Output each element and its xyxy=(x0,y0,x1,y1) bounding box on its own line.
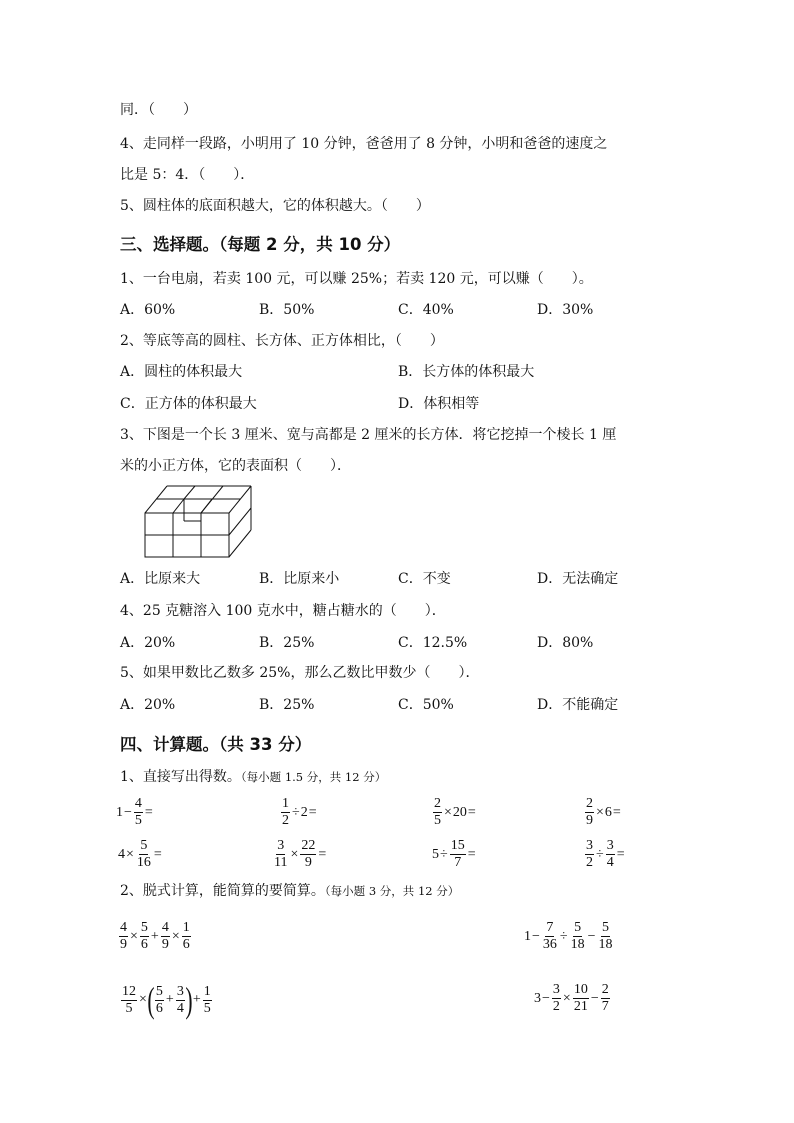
s3-q3-option-b: B．比原来小 xyxy=(259,571,340,587)
s3-q4-option-d: D．80% xyxy=(537,635,594,651)
s4-q1-title xyxy=(120,768,386,786)
s3-q2-option-a: A．圆柱的体积最大 xyxy=(120,364,243,380)
s3-q2-option-d: D．体积相等 xyxy=(398,396,480,412)
s3-q5-stem: 5、如果甲数比乙数多 25%，那么乙数比甲数少（ ）． xyxy=(120,665,480,681)
s3-q2-option-b: B．长方体的体积最大 xyxy=(398,364,535,380)
s3-q5-option-b: B．25% xyxy=(259,697,315,713)
s3-q4-stem: 4、25 克糖溶入 100 克水中，糖占糖水的（ ）． xyxy=(120,603,446,619)
s3-q2-option-c: C．正方体的体积最大 xyxy=(120,396,257,412)
calc-item-3: $\frac{2}{5}$ × 20 = xyxy=(434,796,476,828)
s4-q2-main: 2、脱式计算，能简算的要简算。 xyxy=(120,883,325,899)
judge-q5: 5、圆柱体的底面积越大，它的体积越大。（ ） xyxy=(120,198,430,214)
calc-item-1: 1 − $\frac{4}{5}$ = xyxy=(116,796,153,828)
s3-q3-stem-line1: 3、下图是一个长 3 厘米、宽与高都是 2 厘米的长方体．将它挖掉一个棱长 1 厘 xyxy=(120,427,617,443)
s3-q1-option-c: C．40% xyxy=(398,302,454,318)
s3-q4-option-c: C．12.5% xyxy=(398,635,468,651)
s3-q5-option-a: A．20% xyxy=(120,697,176,713)
judge-q4-line1: 4、走同样一段路，小明用了 10 分钟，爸爸用了 8 分钟，小明和爸爸的速度之 xyxy=(120,136,608,152)
calc-item-5: 4 × $\frac{5}{16}$ = xyxy=(118,838,162,870)
calc-item-2: $\frac{1}{2}$ ÷ 2 = xyxy=(282,796,317,828)
step-calc-4: 3 − $\frac{3}{2}$ × $\frac{10}{21}$ − $\frac{2}{7}$ xyxy=(534,982,609,1014)
calc-item-4: $\frac{2}{9}$ × 6 = xyxy=(586,796,621,828)
cuboid-figure xyxy=(140,482,260,562)
section3-heading: 三、选择题。（每题 2 分，共 10 分） xyxy=(120,235,401,254)
s3-q3-option-c: C．不变 xyxy=(398,571,451,587)
s3-q3-option-a: A．比原来大 xyxy=(120,571,201,587)
s3-q2-stem: 2、等底等高的圆柱、长方体、正方体相比，（ ） xyxy=(120,333,444,349)
section4-heading: 四、计算题。（共 33 分） xyxy=(120,735,312,754)
s3-q4-option-a: A．20% xyxy=(120,635,176,651)
s3-q5-option-d: D．不能确定 xyxy=(537,697,619,713)
s3-q1-option-b: B．50% xyxy=(259,302,315,318)
calc-item-8: $\frac{3}{2}$ ÷ $\frac{3}{4}$ = xyxy=(586,838,625,870)
s3-q3-stem-line2: 米的小正方体，它的表面积（ ）． xyxy=(120,458,351,474)
s3-q5-option-c: C．50% xyxy=(398,697,454,713)
s4-q1-main: 1、直接写出得数。 xyxy=(120,769,241,785)
s4-q2-title xyxy=(120,882,459,900)
calc-item-6: $\frac{3}{11}$ × $\frac{22}{9}$ = xyxy=(274,838,327,870)
s3-q1-stem: 1、一台电扇，若卖 100 元，可以赚 25%；若卖 120 元，可以赚（ ）。 xyxy=(120,271,593,287)
s3-q1-option-a: A．60% xyxy=(120,302,176,318)
judge-q3-tail: 同．（ ） xyxy=(120,102,197,118)
s4-q2-note: （每小题 3 分，共 12 分） xyxy=(324,884,460,898)
s3-q4-option-b: B．25% xyxy=(259,635,315,651)
s4-q1-note: （每小题 1.5 分，共 12 分） xyxy=(240,770,387,784)
judge-q4-line2: 比是 5：4．（ ）． xyxy=(120,167,255,183)
step-calc-3: $\frac{12}{5}$ × ( $\frac{5}{6}$ + $\frac{3}{4}$ ) + $\frac{1}{5}$ xyxy=(122,980,211,1020)
step-calc-2: 1 − $\frac{7}{36}$ ÷ $\frac{5}{18}$ − $\frac{5}{18}$ xyxy=(524,920,613,952)
step-calc-1: $\frac{4}{9}$ × $\frac{5}{6}$ + $\frac{4}{9}$ × $\frac{1}{6}$ xyxy=(120,920,190,952)
calc-item-7: 5 ÷ $\frac{15}{7}$ = xyxy=(432,838,476,870)
s3-q1-option-d: D．30% xyxy=(537,302,594,318)
s3-q3-option-d: D．无法确定 xyxy=(537,571,619,587)
